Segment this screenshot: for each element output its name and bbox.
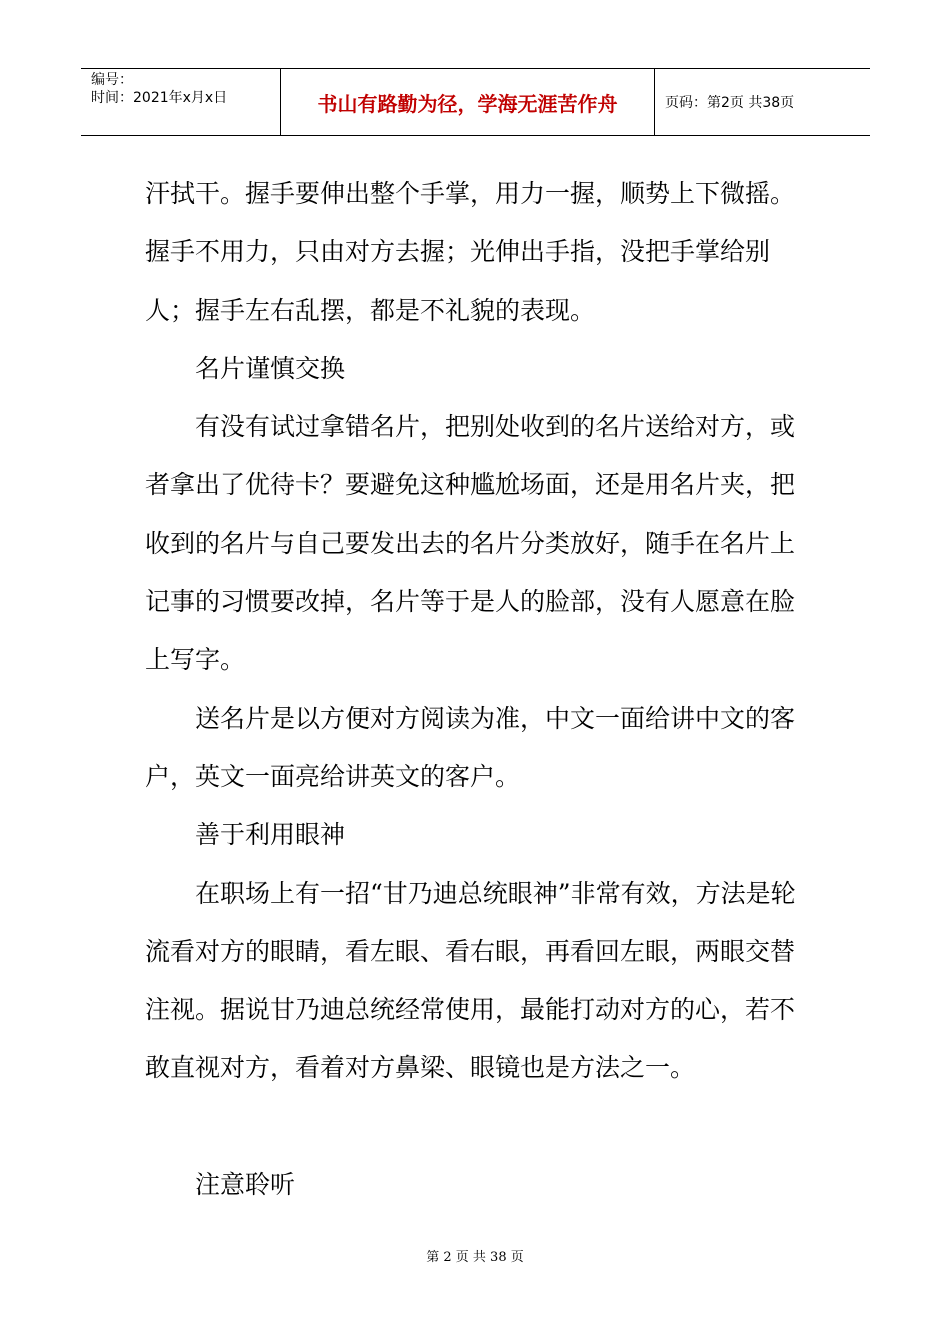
blank-line [145,1098,815,1156]
document-body [145,165,815,1214]
time-label: 时间：2021年x月x日 [91,90,228,106]
header-motto: 书山有路勤为径，学海无涯苦作舟 [281,69,655,135]
heading-business-card: 名片谨慎交换 [195,353,346,383]
paragraph-business-card: 有没有试过拿错名片，把别处收到的名片送给对方，或者拿出了优待卡？要避免这种尴尬场面，还是用名片夹，把收到的名片与自己要发出去的名片分类放好，随手在名片上记事的习惯要改掉，名片等于是人的脸部，没有人愿意在脸上写字。 [145,412,796,675]
heading-eye-contact: 善于利用眼神 [195,820,346,850]
paragraph-handshake: 汗拭干。握手要伸出整个手掌，用力一握，顺势上下微摇。握手不用力，只由对方去握；光伸出手指，没把手掌给别人；握手左右乱摆，都是不礼貌的表现。 [145,179,796,325]
page-footer: 第 2 页 共 38 页 [426,1250,524,1265]
document-header [81,68,870,136]
header-page-info: 页码：第2页 共38页 [665,95,795,111]
paragraph-eye-contact: 在职场上有一招“甘乃迪总统眼神”非常有效，方法是轮流看对方的眼睛，看左眼、看右眼，再看回左眼，两眼交替注视。据说甘乃迪总统经常使用，最能打动对方的心，若不敢直视对方，看着对方鼻梁、眼镜也是方法之一。 [145,878,796,1083]
paragraph-card-language: 送名片是以方便对方阅读为准，中文一面给讲中文的客户，英文一面亮给讲英文的客户。 [145,703,796,791]
number-label: 编号： [91,72,133,88]
heading-listening: 注意聆听 [195,1169,296,1199]
header-meta [81,69,281,135]
